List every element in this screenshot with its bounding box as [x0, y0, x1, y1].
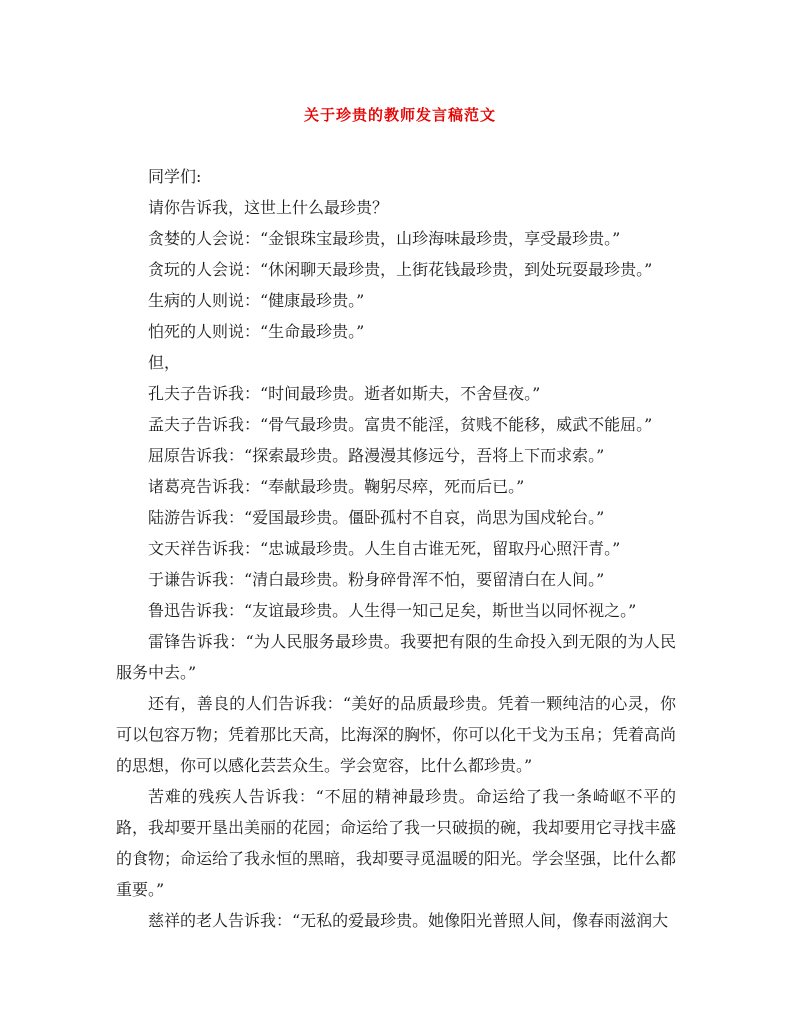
paragraph-zhugeliang: 诸葛亮告诉我：“奉献最珍贵。鞠躬尽瘁，死而后已。”: [148, 477, 525, 496]
paragraph-greeting: 同学们:: [148, 167, 202, 186]
document-title: 关于珍贵的教师发言稿范文: [303, 106, 496, 124]
paragraph-yuqian: 于谦告诉我：“清白最珍贵。粉身碎骨浑不怕，要留清白在人间。”: [148, 570, 605, 589]
paragraph-kind-people: 还有，善良的人们告诉我：“美好的品质最珍贵。凭着一颗纯洁的心灵，你可以包容万物；凭着那比天高，比海深的胸怀，你可以化干戈为玉帛；凭着高尚的思想，你可以感化芸芸众生。学会宽容，比什么都珍贵。”: [116, 694, 677, 775]
paragraph-playful: 贪玩的人会说：“休闲聊天最珍贵，上街花钱最珍贵，到处玩耍最珍贵。”: [148, 260, 653, 279]
paragraph-confucius: 孔夫子告诉我：“时间最珍贵。逝者如斯夫，不舍昼夜。”: [148, 384, 541, 403]
document-body: [116, 161, 676, 936]
paragraph-quyuan: 屈原告诉我：“探索最珍贵。路漫漫其修远兮，吾将上下而求索。”: [148, 446, 605, 465]
paragraph-luyou: 陆游告诉我：“爱国最珍贵。僵卧孤村不自哀，尚思为国戍轮台。”: [148, 508, 605, 527]
paragraph-sick: 生病的人则说：“健康最珍贵。”: [148, 291, 365, 310]
paragraph-leifeng: 雷锋告诉我：“为人民服务最珍贵。我要把有限的生命投入到无限的为人民服务中去。”: [116, 632, 676, 682]
paragraph-afraid: 怕死的人则说：“生命最珍贵。”: [148, 322, 365, 341]
paragraph-wentianxiang: 文天祥告诉我：“忠诚最珍贵。人生自古谁无死，留取丹心照汗青。”: [148, 539, 621, 558]
paragraph-luxun: 鲁迅告诉我：“友谊最珍贵。人生得一知己足矣，斯世当以同怀视之。”: [148, 601, 637, 620]
paragraph-mencius: 孟夫子告诉我：“骨气最珍贵。富贵不能淫，贫贱不能移，威武不能屈。”: [148, 415, 653, 434]
paragraph-question: 请你告诉我，这世上什么最珍贵？: [148, 198, 389, 217]
paragraph-disabled: 苦难的残疾人告诉我：“不屈的精神最珍贵。命运给了我一条崎岖不平的路，我却要开垦出美丽的花园；命运给了我一只破损的碗，我却要用它寻找丰盛的食物；命运给了我永恒的黑暗，我却要寻觅温暖的阳光。学会坚强，比什么都重要。”: [116, 787, 677, 899]
paragraph-greedy: 贪婪的人会说：“金银珠宝最珍贵，山珍海味最珍贵，享受最珍贵。”: [148, 229, 621, 248]
paragraph-elderly: 慈祥的老人告诉我：“无私的爱最珍贵。她像阳光普照人间，像春雨滋润大: [148, 911, 669, 930]
paragraph-but: 但，: [148, 353, 181, 372]
